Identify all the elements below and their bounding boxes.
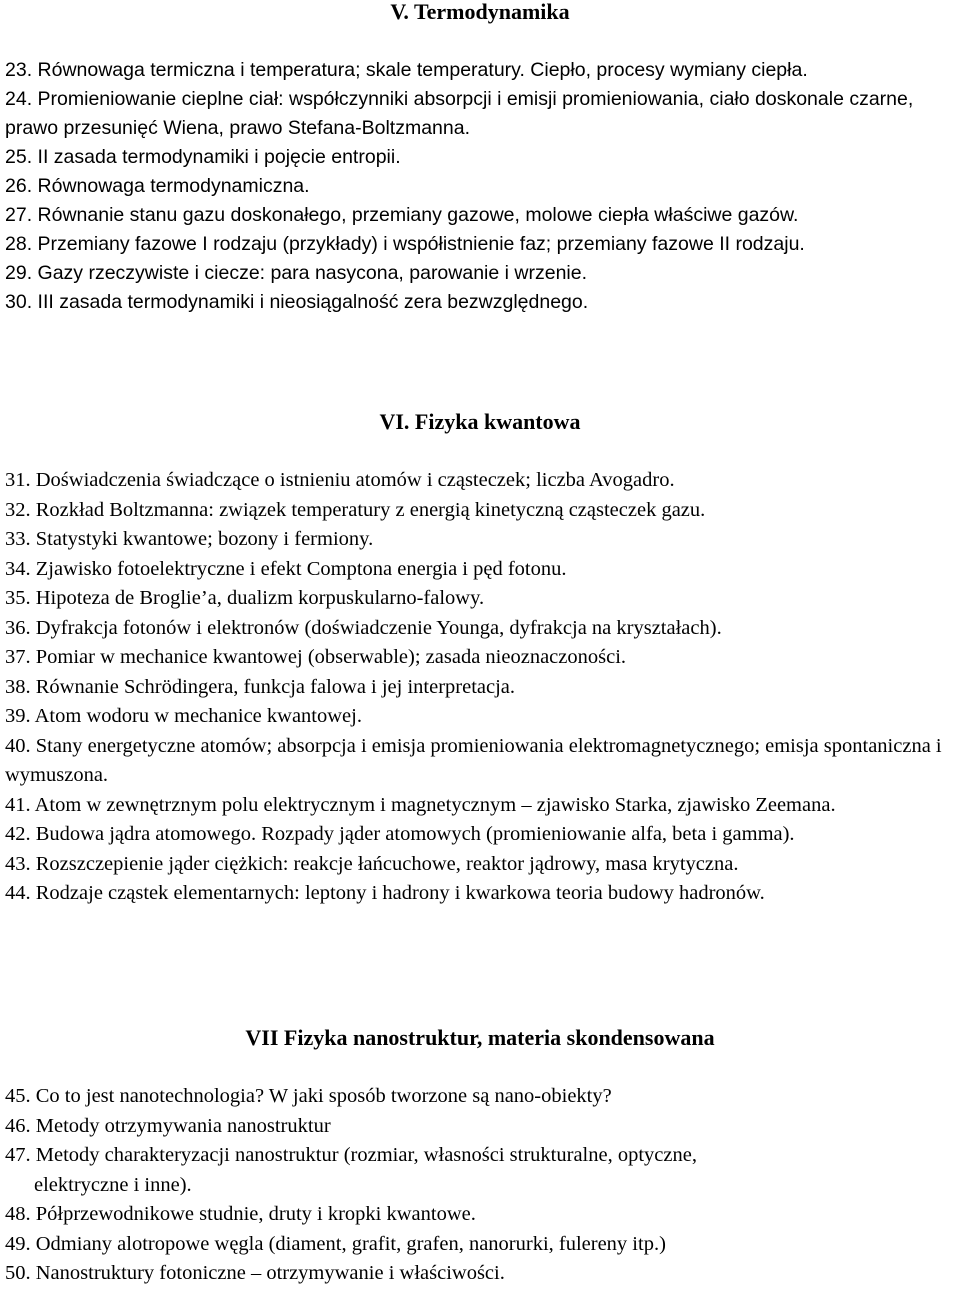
- list-item: 49. Odmiany alotropowe węgla (diament, grafit, grafen, nanorurki, fulereny itp.): [5, 1232, 666, 1255]
- list-item: 36. Dyfrakcja fotonów i elektronów (doświadczenie Younga, dyfrakcja na kryształach).: [5, 616, 722, 639]
- list-item-continuation: elektryczne i inne).: [34, 1173, 192, 1196]
- list-item: 27. Równanie stanu gazu doskonałego, przemiany gazowe, molowe ciepła właściwe gazów.: [5, 204, 799, 226]
- list-item: 28. Przemiany fazowe I rodzaju (przykłady) i współistnienie faz; przemiany fazowe II rodzaju.: [5, 233, 805, 255]
- list-item: 41. Atom w zewnętrznym polu elektrycznym i magnetycznym – zjawisko Starka, zjawisko Zeemana.: [5, 793, 836, 816]
- list-item: 29. Gazy rzeczywiste i ciecze: para nasycona, parowanie i wrzenie.: [5, 262, 588, 284]
- list-item: 23. Równowaga termiczna i temperatura; skale temperatury. Ciepło, procesy wymiany ciepła.: [5, 59, 808, 81]
- list-item: 38. Równanie Schrödingera, funkcja falowa i jej interpretacja.: [5, 675, 516, 698]
- list-item: 46. Metody otrzymywania nanostruktur: [5, 1114, 331, 1137]
- list-item: 44. Rodzaje cząstek elementarnych: leptony i hadrony i kwarkowa teoria budowy hadronów.: [5, 882, 765, 904]
- section-heading-fizyka-kwantowa: VI. Fizyka kwantowa: [379, 409, 581, 434]
- list-item: 43. Rozszczepienie jąder ciężkich: reakcje łańcuchowe, reaktor jądrowy, masa krytyczna.: [5, 852, 739, 875]
- section-list-fizyka-kwantowa: [5, 466, 957, 909]
- list-item: 50. Nanostruktury fotoniczne – otrzymywanie i właściwości.: [5, 1262, 505, 1284]
- section-list-nanostruktury: [5, 1082, 957, 1289]
- list-item: 45. Co to jest nanotechnologia? W jaki sposób tworzone są nano-obiekty?: [5, 1085, 612, 1107]
- list-item: 26. Równowaga termodynamiczna.: [5, 175, 310, 197]
- list-item: 42. Budowa jądra atomowego. Rozpady jąder atomowych (promieniowanie alfa, beta i gamma).: [5, 823, 795, 845]
- section-heading-nanostruktury: VII Fizyka nanostruktur, materia skondensowana: [245, 1025, 715, 1050]
- list-item: 34. Zjawisko fotoelektryczne i efekt Comptona energia i pęd fotonu.: [5, 557, 567, 580]
- list-item: 31. Doświadczenia świadczące o istnieniu atomów i cząsteczek; liczba Avogadro.: [5, 469, 675, 491]
- list-item: 35. Hipoteza de Broglie’a, dualizm korpuskularno-falowy.: [5, 587, 485, 609]
- section-heading-termodynamika: V. Termodynamika: [390, 0, 570, 24]
- list-item: 24. Promieniowanie cieplne ciał: współczynniki absorpcji i emisji promieniowania, ciało doskonale czarne, prawo przesunięć Wiena, prawo Stefana-Boltzmanna.: [5, 88, 914, 139]
- section-list-termodynamika: [5, 56, 957, 317]
- list-item: 47. Metody charakteryzacji nanostruktur (rozmiar, własności strukturalne, optyczne,: [5, 1144, 697, 1166]
- list-item: 25. II zasada termodynamiki i pojęcie entropii.: [5, 146, 401, 168]
- list-item: 39. Atom wodoru w mechanice kwantowej.: [5, 705, 362, 727]
- list-item: 37. Pomiar w mechanice kwantowej (obserwable); zasada nieoznaczoności.: [5, 646, 627, 668]
- list-item: 33. Statystyki kwantowe; bozony i fermiony.: [5, 528, 374, 550]
- list-item: 32. Rozkład Boltzmanna: związek temperatury z energią kinetyczną cząsteczek gazu.: [5, 498, 706, 521]
- list-item: 30. III zasada termodynamiki i nieosiągalność zera bezwzględnego.: [5, 291, 589, 313]
- list-item: 48. Półprzewodnikowe studnie, druty i kropki kwantowe.: [5, 1203, 476, 1225]
- list-item: 40. Stany energetyczne atomów; absorpcja i emisja promieniowania elektromagnetycznego; emisja spontaniczna i wymuszona.: [5, 734, 942, 786]
